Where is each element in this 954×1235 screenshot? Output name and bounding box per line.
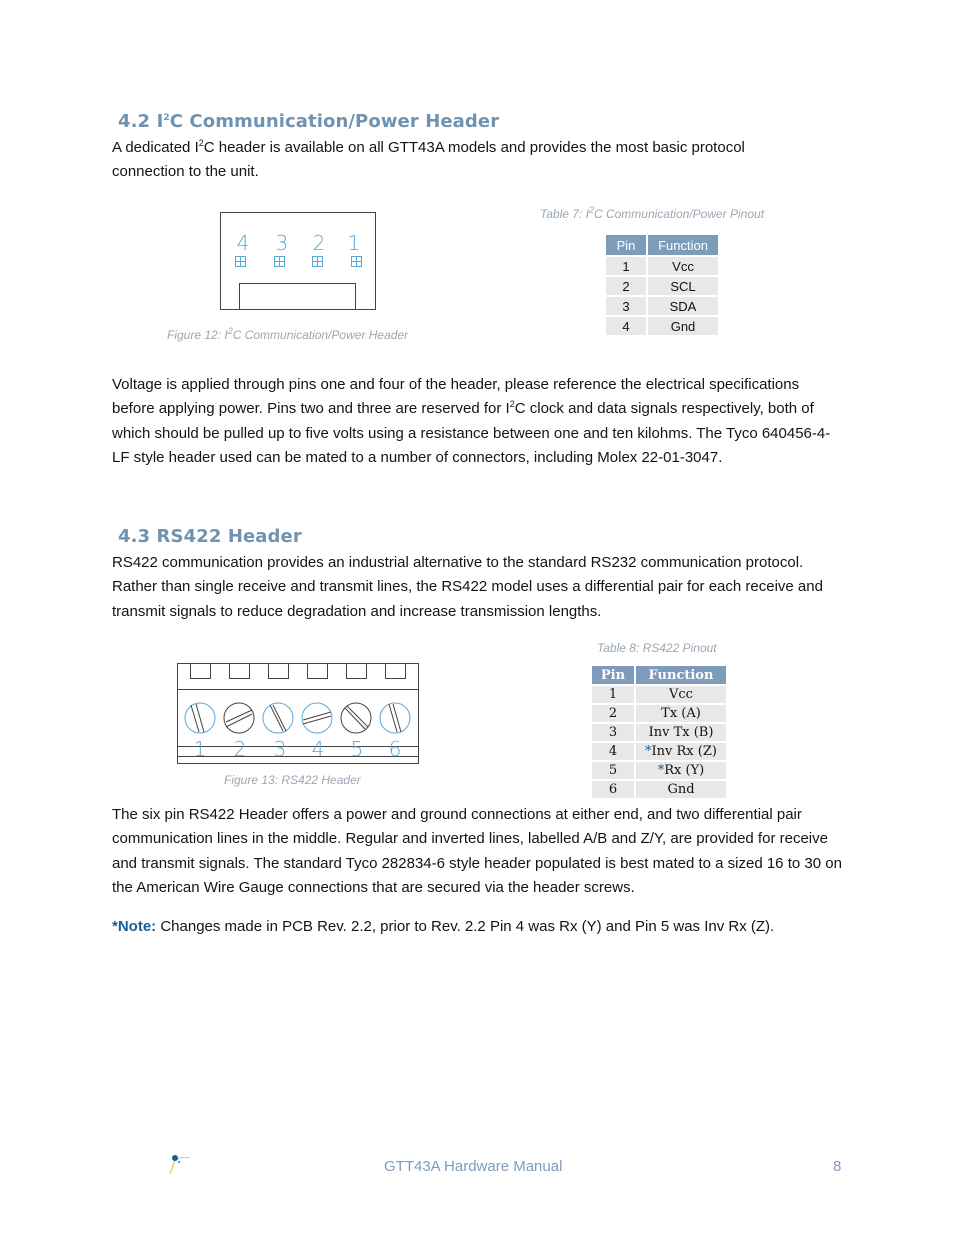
table-row: 1 Vcc — [606, 257, 718, 275]
table-row: 4 *Inv Rx (Z) — [592, 743, 726, 760]
note-label: *Note: — [112, 918, 157, 935]
section-4-2-intro: A dedicated $I^2C$ header is available on all GTT43A models and provides the most basic protocol connection to the unit. — [112, 138, 745, 181]
i2c-pin-label: 2 — [312, 231, 326, 255]
section-4-2-body: Voltage is applied through pins one and four of the header, please reference the electrical specifications before applying power. Pins two and three are reserved for $I^2C$ clock and data signals respectively, both of which should be pulled up to five volts using a resistance between one and ten kilohms. The Tyco 640456-4-LF style header used can be mated to a number of connectors, including Molex 22-01-3047. — [112, 376, 831, 466]
note-paragraph — [112, 915, 847, 939]
rs422-wire-slot — [308, 664, 328, 679]
section-4-3-intro: RS422 communication provides an industrial alternative to the standard RS232 communication protocol. Rather than single receive and transmit lines, the RS422 model uses a differential pair for each receive and transmit signals to reduce degradation and increase transmission lengths. — [112, 554, 823, 620]
table-row: 5 *Rx (Y) — [592, 762, 726, 779]
rs422-wire-slot — [269, 664, 289, 679]
i2c-pin-labels — [237, 231, 361, 255]
table-row: 6 Gnd — [592, 781, 726, 798]
i2c-pin-marker — [236, 257, 246, 267]
table-row: 3 Inv Tx (B) — [592, 724, 726, 741]
rs422-screw — [302, 703, 332, 733]
section-4-3-body: The six pin RS422 Header offers a power and ground connections at either end, and two differential pair communication lines in the middle. Regular and inverted lines, labelled A/B and Z/Y, are provided for receive and transmit signals. The standard Tyco 282834-6 style header populated is best mated to a sized 16 to 30 on the American Wire Gauge connections that are secured via the header screws. — [112, 806, 842, 896]
figure-12-caption: Figure 12: $I^2C$ Communication/Power Header — [167, 326, 409, 342]
rs422-pin-label: 4 — [311, 737, 325, 761]
table-row: 1 Vcc — [592, 686, 726, 703]
rs422-screw — [341, 703, 371, 733]
rs422-wire-slot — [230, 664, 250, 679]
table-header-pin: Pin — [592, 666, 634, 684]
logo-icon — [166, 1150, 194, 1176]
table-8-caption: Table 8: RS422 Pinout — [597, 641, 717, 655]
rs422-screw — [224, 703, 254, 733]
section-4-3-heading: 4.3 RS422 Header — [118, 526, 302, 547]
i2c-pin-label: 1 — [347, 231, 361, 255]
rs422-screw — [380, 703, 410, 733]
i2c-pinout-table — [604, 233, 720, 337]
footer-title: GTT43A Hardware Manual — [384, 1158, 563, 1175]
rs422-pin-label: 3 — [273, 737, 287, 761]
rs422-wire-slot — [347, 664, 367, 679]
table-header-function: Function — [648, 235, 718, 255]
i2c-pin-label: 3 — [275, 231, 289, 255]
rs422-pinout-table — [590, 664, 728, 800]
rs422-pin-label: 1 — [193, 737, 207, 761]
note-text: Changes made in PCB Rev. 2.2, prior to Rev. 2.2 Pin 4 was Rx (Y) and Pin 5 was Inv Rx (Z). — [156, 918, 775, 935]
figure-13-caption: Figure 13: RS422 Header — [224, 773, 361, 787]
table-header-pin: Pin — [606, 235, 646, 255]
page-number: 8 — [833, 1158, 842, 1175]
i2c-pin-marker — [313, 257, 323, 267]
rs422-wire-slot — [191, 664, 211, 679]
i2c-pin-marker — [275, 257, 285, 267]
rs422-pin-label: 6 — [388, 737, 402, 761]
i2c-pin-label: 4 — [236, 231, 250, 255]
table-row: 3 SDA — [606, 297, 718, 315]
rs422-wire-slot — [386, 664, 406, 679]
table-row: 4 Gnd — [606, 317, 718, 335]
table-row: 2 Tx (A) — [592, 705, 726, 722]
rs422-header-figure — [175, 661, 423, 767]
rs422-screw — [263, 703, 293, 733]
table-7-caption: Table 7: $I^2C$ Communication/Power Pinout — [540, 205, 765, 221]
table-header-function: Function — [636, 666, 726, 684]
rs422-pin-label: 2 — [233, 737, 247, 761]
section-4-2-heading: 4.2 $I^2C$ Communication/Power Header — [118, 111, 500, 132]
rs422-screw — [185, 703, 215, 733]
rs422-pin-label: 5 — [350, 737, 364, 761]
i2c-pin-marker — [352, 257, 362, 267]
i2c-header-figure — [218, 210, 378, 313]
table-row: 2 SCL — [606, 277, 718, 295]
